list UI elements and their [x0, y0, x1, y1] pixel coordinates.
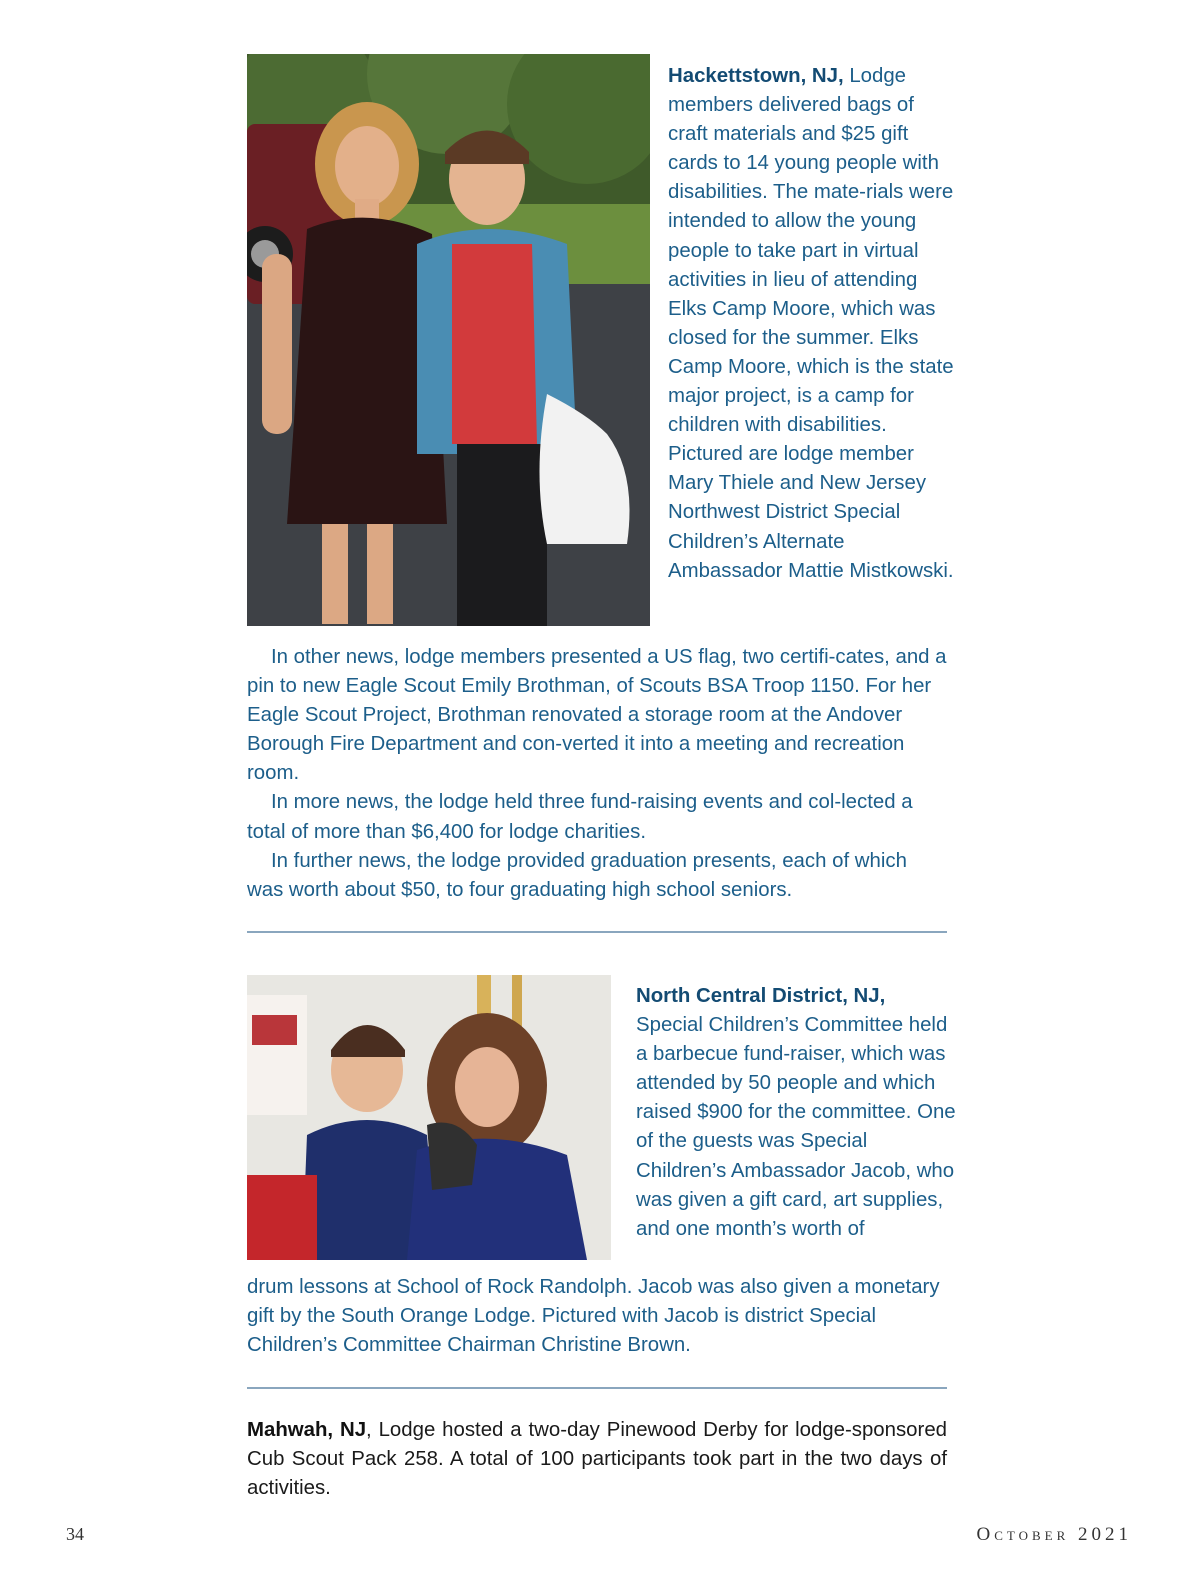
- hackettstown-intro-text: Lodge members delivered bags of craft materials and $25 gift cards to 14 young people with disabilities. The mate-rials were intended to allow the young people to take part in virtual activities in lieu of attending Elks Camp Moore, which was closed for the summer. Elks Camp Moore, which is the state major project, is a camp for children with disabilities. Pictured are lodge member Mary Thiele and New Jersey Northwest District Special Children’s Alternate Ambassador Mattie Mistkowski.: [668, 65, 954, 582]
- page-number: 34: [66, 1524, 84, 1544]
- mahwah-paragraph: [247, 1416, 947, 1503]
- north-central-intro-text: Special Children’s Committee held a barbecue fund-raiser, which was attended by 50 people and which raised $900 for the committee. One of the guests was Special Children’s Ambassador Jacob, who was given a gift card, art supplies, and one month’s worth of: [636, 1014, 956, 1240]
- hackettstown-intro-paragraph: [668, 62, 958, 586]
- hackettstown-lead: Hackettstown, NJ,: [668, 65, 844, 87]
- issue-date: October 2021: [976, 1524, 1132, 1545]
- graduation-paragraph: In further news, the lodge provided graduation presents, each of which was worth about $50, to four graduating high school seniors.: [247, 849, 907, 901]
- photo-jacob-and-christine-brown: [247, 975, 611, 1260]
- photo-mary-thiele-and-mattie-mistkowski: [247, 54, 650, 626]
- fundraising-paragraph: In more news, the lodge held three fund-raising events and col-lected a total of more than $6,400 for lodge charities.: [247, 791, 913, 843]
- north-central-lead: North Central District, NJ,: [636, 985, 886, 1007]
- section-divider: [247, 931, 947, 933]
- hackettstown-continuation: [247, 643, 947, 905]
- eagle-scout-paragraph: In other news, lodge members presented a US flag, two certifi-cates, and a pin to new Eagle Scout Emily Brothman, of Scouts BSA Troop 1150. For her Eagle Scout Project, Brothman renovated a storage room at the Andover Borough Fire Department and con-verted it into a meeting and recreation room.: [247, 646, 947, 785]
- north-central-intro-paragraph: [636, 982, 956, 1244]
- section-divider: [247, 1387, 947, 1389]
- mahwah-text: , Lodge hosted a two-day Pinewood Derby for lodge-sponsored Cub Scout Pack 258. A total of 100 participants took part in the two days of activities.: [247, 1419, 947, 1500]
- north-central-continuation: drum lessons at School of Rock Randolph. Jacob was also given a monetary gift by the South Orange Lodge. Pictured with Jacob is district Special Children’s Committee Chairman Christine Brown.: [247, 1276, 940, 1357]
- mahwah-lead: Mahwah, NJ: [247, 1419, 367, 1441]
